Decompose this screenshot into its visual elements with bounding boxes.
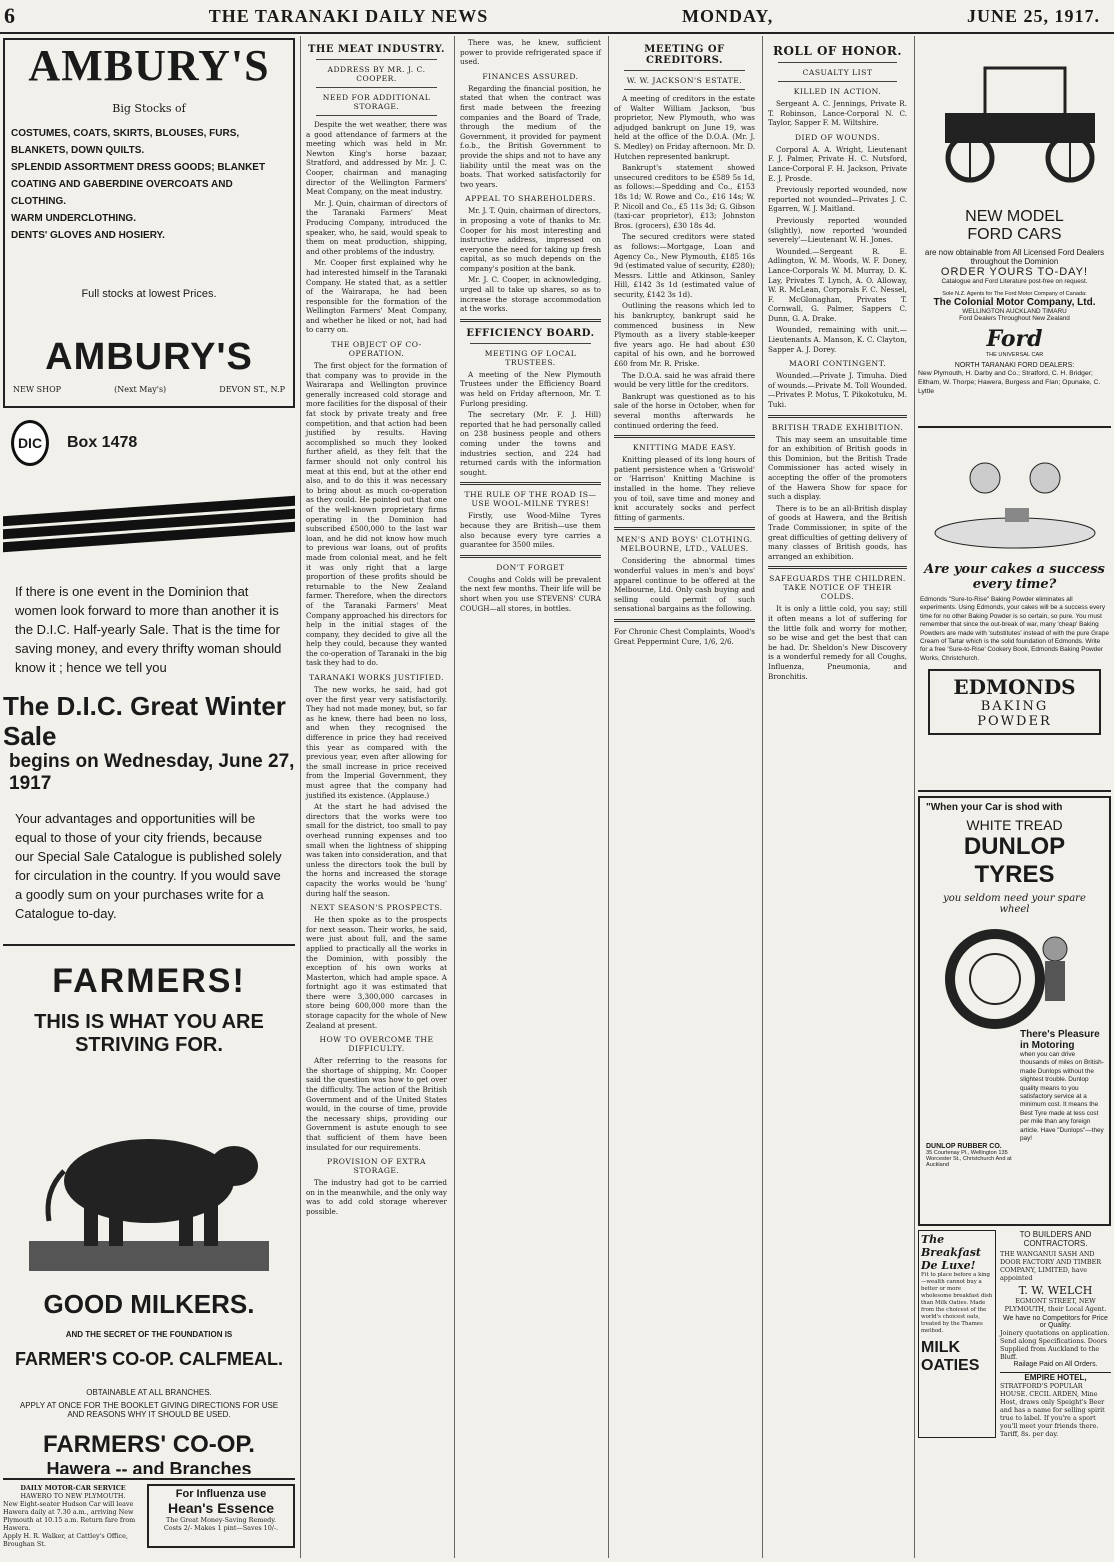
empire-title: EMPIRE HOTEL, (1000, 1372, 1111, 1382)
article-paragraph: The secretary (Mr. F. J. Hill) reported that he had personally called on 238 business people and others coming under the towns and industries section, and 224 had returned cards with the information sought. (460, 410, 601, 477)
dunlop-address: 35 Courtenay Pl., Wellington 135 Worcester St., Christchurch And at Auckland (926, 1150, 1012, 1169)
bottom-right-ads (918, 1230, 1111, 1438)
influenza-title: For Influenza use (175, 1488, 267, 1500)
article-paragraph: At the start he had advised the directors that the works were too small for the district, too small to pay overhead running expenses and too small when the lightness of shipping was taken into consideration, and that unless the directors took the bull by the horns and increased the storage capacity the works would be 'hung' during half the season. (306, 802, 447, 898)
ambury-street: DEVON ST., N.P (219, 385, 285, 394)
ambury-stocks: Big Stocks of (112, 102, 186, 115)
farmers-sub2: STRIVING FOR. (75, 1034, 223, 1056)
roll-paragraph: Sergeant A. C. Jennings, Private R. T. Robinson, Lance-Corporal N. C. Taylor, Sapper F. M. Wiltshire. (768, 99, 907, 128)
meat-need: NEED FOR ADDITIONAL STORAGE. (322, 93, 431, 111)
edmonds-text: Edmonds "Sure-to-Rise" Baking Powder eliminates all experiments. Using Edmonds, your cakes will be a success every time for no other Baking Powder is so certain, so pure. You must remember that since the out-break of war, many 'cheap' Baking Powders are made with 'substitutes' instead of with the pure Grape Cream of Tartar which is the solid foundation of Edmonds. Write for a free 'Sure-to-Rise' Cookery Book, Edmonds Baking Powder Works, Christchurch. (920, 596, 1109, 662)
ambury-ad (3, 38, 295, 408)
farmers-milkers: GOOD MILKERS. (43, 1289, 255, 1319)
article-paragraph: The industry had got to be carried on in the meanwhile, and the only way was to add cold storage wherever possible. (306, 1178, 447, 1216)
influenza-brand: Hean's Essence (167, 1500, 275, 1516)
article-paragraph: He then spoke as to the prospects for next season. Their works, he said, were just about full, and the same applied to practically all the works in the Dominion, with possibly the exception of his own works at Masterton, which had ample space. A fortnight ago it was estimated that there were 3,300,000 carcases in store being 600,000 more than the storage capacity for the whole of New Zealand at present. (306, 915, 447, 1030)
dunlop-ad (918, 796, 1111, 1226)
builders-agent: T. W. WELCH (1018, 1284, 1093, 1297)
article-paragraph: Mr. J. Quin, chairman of directors of the Taranaki Farmers' Meat Producing Company, introduced the speaker, who, he said, would speak to them on meat production, shipping, and other problems of the industry. (306, 198, 447, 256)
meat-subhead-justified: TARANAKI WORKS JUSTIFIED. (309, 673, 444, 683)
dunlop-brand: DUNLOP (963, 833, 1066, 860)
influenza-sub: The Great Money-Saving Remedy. (165, 1516, 276, 1524)
roll-paragraph: Wounded.—Sergeant R. E. Adlington, W. M. Woods, W. F. Doney, Lance-Corporals W. M. Murray, D. K. Lay, Privates T. Lynch, A. O. Alloway, W. R. McLean, Corporals F. C. Nessel, F. McGlonaghan, Privates T. Cornwall, G. Palmer, Sappers C. Dunn, G. A. Drake. (768, 246, 907, 323)
article-paragraph: The first object for the formation of that company was to provide in the Wairarapa and Wellington province generally increased cold storage and more facilities for the disposal of their fat stock by private treaty and free competition, and that action had been justified by results. Having accomplished so much they looked further afield, as they felt that the farmer should not only control his meat at this end, but at the other end also, and to do this it was necessary to bring about as much co-operation as they could. He pointed out that one of the well-known proprietary firms operating in the Dominion had subscribed £500,000 to the last war loan, and he did not know how much to previous war loans, out of profits made from colonial meat, and he felt it was only right that a large proportion of these profits should be returnable to the New Zealand farmer. Therefore, when the directors of the Taranaki Farmers' Meat Company approached his directors for help in the initial stages of the company, they decided to give all the help they could, because they wanted the co-operation of Taranaki in the big task they had to do. (306, 361, 447, 668)
article-paragraph: Bankrupt was questioned as to his sale of the horse in October, when for several months afterwards he continued ordering the feed. (614, 391, 755, 430)
roll-paragraph: This may seem an unsuitable time for an exhibition of British goods in this Dominion, but the British Trade Commissioner has acted wisely in accepting the offer of the promoters of the Hawera Show for space for such a display. (768, 434, 907, 502)
milk-brand: MILK OATIES (921, 1339, 980, 1374)
roll-paragraph: There is to be an all-British display of goods at Hawera, and the British Trade Commissioner, in spite of the great difficulties of getting delivery of many classes of British goods, has arranged an exhibition. (768, 503, 907, 561)
article-paragraph: Mr. J. C. Cooper, in acknowledging, urged all to take up shares, so as to increase the storage accommodation at the works. (460, 275, 601, 314)
divider (768, 415, 907, 418)
dont-forget-head: DON'T FORGET (496, 562, 565, 572)
roll-title: ROLL OF HONOR. (773, 44, 902, 58)
subhead-finances: FINANCES ASSURED. (482, 71, 579, 81)
maori-head: MAORI CONTINGENT. (788, 359, 887, 369)
meat-title: THE MEAT INDUSTRY. (307, 44, 446, 55)
ford-cities: WELLINGTON AUCKLAND TIMARU (962, 308, 1067, 315)
ambury-item: DENTS' GLOVES AND HOSIERY. (11, 230, 165, 241)
motor-service-ad (3, 1484, 143, 1548)
divider (768, 566, 907, 569)
article-paragraph: A meeting of the New Plymouth Trustees under the Efficiency Board was held on Friday afternoon, Mr. T. Furlong presiding. (460, 369, 601, 408)
ambury-item: WARM UNDERCLOTHING. (11, 213, 136, 224)
meat-subhead-prospects: NEXT SEASON'S PROSPECTS. (310, 903, 443, 913)
meat-subhead-overcome: HOW TO OVERCOME THE DIFFICULTY. (319, 1035, 434, 1054)
farmers-calfmeal: FARMER'S CO-OP. CALFMEAL. (15, 1349, 283, 1369)
dic-event-text: If there is one event in the Dominion that women look forward to more than another it is the D.I.C. Half-yearly Sale. That is the time for saving money, and every thrifty woman should know it ; hence we tell you (15, 584, 282, 675)
masthead-day: MONDAY, (682, 5, 774, 26)
ford-catalogue: Catalogue and Ford Literature post-free on request. (941, 278, 1088, 285)
dunlop-company: DUNLOP RUBBER CO. (926, 1143, 1002, 1151)
ambury-shop: NEW SHOP (13, 385, 62, 394)
creditors-title: MEETING OF CREDITORS. (644, 44, 725, 66)
ford-dealers: Ford Dealers Throughout New Zealand (959, 315, 1070, 322)
dic-sale-date: begins on Wednesday, June 27, 1917 (9, 751, 295, 794)
ford-agents: Sole N.Z. Agents for The Ford Motor Company of Canada: (942, 291, 1087, 297)
divider (460, 319, 601, 322)
divider (778, 62, 897, 63)
page-number: 6 (4, 3, 15, 28)
farmers-apply: APPLY AT ONCE FOR THE BOOKLET GIVING DIRECTIONS FOR USE AND REASONS WHY IT SHOULD BE USED. (19, 1401, 279, 1419)
column-creditors (608, 36, 760, 1558)
article-paragraph: Regarding the financial position, he stated that when the contract was first made between the freezing companies and the Board of Trade, through the medium of the Government, it provided for payment f.o.b., the British Government to provide the ships and not to have any liability until the meat was on the boats. That worked satisfactorily for two years. (460, 83, 601, 189)
dunlop-text: when you can drive thousands of miles on British-made Dunlops without the slightest trouble. Dunlop quality means to you satisfactory service at a minimum cost. It means the Best Tyre made at less cost per mile than any foreign article. Have "Dunlops"—they pay! (1020, 1051, 1104, 1143)
roll-paragraph: Wounded.—Private J. Timuha. Died of wounds.—Private M. Toll Wounded.—Privates P. Motus, T. Pikokotuku, M. Tuki. (768, 371, 907, 410)
ford-order: ORDER YOURS TO-DAY! (940, 266, 1089, 278)
divider (778, 81, 897, 82)
column-ads-left (0, 36, 298, 1558)
roll-paragraph: It is only a little cold, you say; still it often means a lot of suffering for the little folk and worry for mother, so be wise and get the best that can be had. Dr. Sheldon's New Discovery is a wonderful remedy for all Coughs, Influenza, Pneumonia, and Bronchitis. (768, 604, 907, 681)
influenza-ad (147, 1484, 295, 1548)
divider (460, 482, 601, 485)
dunlop-tyres: TYRES (974, 861, 1055, 888)
bottom-small-ads (3, 1478, 295, 1548)
edmonds-ad (918, 432, 1111, 792)
ford-company: The Colonial Motor Company, Ltd. (933, 297, 1096, 308)
ambury-address (5, 385, 293, 394)
masthead-date: JUNE 25, 1917. (966, 5, 1100, 26)
ford-logo: Ford (986, 326, 1043, 352)
ambury-full-stocks: Full stocks at lowest Prices. (81, 288, 217, 300)
died-head: DIED OF WOUNDS. (794, 132, 881, 142)
ford-text: are now obtainable from All Licensed Ford Dealers throughout the Dominion (924, 248, 1105, 266)
mens-head: MEN'S AND BOYS' CLOTHING. MELBOURNE, LTD., VALUES. (616, 535, 753, 554)
dic-box-number: Box 1478 (67, 434, 138, 451)
milk-text: Fit to place before a king—wealth cannot buy a better or more wholesome breakfast dish than Milk Oaties. Made from the choicest of the world's choicest oats, treated by the Thames method. (921, 1272, 993, 1334)
ford-title1: NEW MODEL (965, 208, 1064, 225)
masthead (0, 0, 1114, 34)
builders-competitors: We have no Competitors for Price or Quality. (1003, 1315, 1108, 1329)
article-paragraph: The secured creditors were stated as follows:—Mortgage, Loan and Agency Co., New Plymouth, £185 16s 9d (estimated value of security, £280); Messrs. Little and Atkinson, Sanley Hill, £142 3s 1d (estimated value of security, £142 3s 1d). (614, 232, 755, 299)
farmers-obtain: OBTAINABLE AT ALL BRANCHES. (86, 1388, 212, 1397)
exhibition-head: BRITISH TRADE EXHIBITION. (771, 422, 904, 432)
meat-subhead-object: THE OBJECT OF CO-OPERATION. (331, 340, 422, 359)
roll-paragraph: Corporal A. A. Wright, Lieutenant F. J. Palmer, Private H. C. Nutsford, Lance-Corporal F. H. Jackson, Private E. J. Prosde. (768, 144, 907, 183)
motor-title: DAILY MOTOR-CAR SERVICE (20, 1484, 126, 1492)
divider (316, 115, 437, 116)
dic-sale-title: The D.I.C. Great Winter Sale (3, 691, 286, 751)
article-paragraph: Mr. J. T. Quin, chairman of directors, in proposing a vote of thanks to Mr. Cooper for his most interesting and instructive address, impressed on everyone the need for taking up fresh capital, as so much depends on the company's position at the bank. (460, 206, 601, 273)
column-ads-right (914, 36, 1114, 1558)
farmers-sub1: THIS IS WHAT YOU ARE (34, 1011, 264, 1033)
dunlop-tyre-illustration (925, 919, 1105, 1029)
divider (316, 59, 437, 60)
edmonds-product1: BAKING (980, 699, 1049, 715)
article-paragraph: Despite the wet weather, there was a good attendance of farmers at the meeting which was held in Mr. Newton King's horse bazaar, Stratford, and addressed by Mr. J. C. Cooper, chairman and managing director of the Wellington Farmers' Meat Company, on the meat industry. (306, 120, 447, 197)
dic-body: Your advantages and opportunities will be equal to those of your city friends, because our Special Sale Catalogue is published solely for circulation in the country. If you would save a goodly sum on your purchases write for a Catalogue to-day. (15, 811, 282, 921)
builders-address: EGMONT STREET, NEW PLYMOUTH, their Local Agent. (1004, 1297, 1107, 1313)
chronic-notice: For Chronic Chest Complaints, Wood's Great Peppermint Cure, 1/6, 2/6. (614, 626, 755, 646)
dunlop-slogan: you seldom need your spare wheel (943, 893, 1086, 915)
ambury-items (5, 125, 293, 244)
ambury-next: (Next May's) (114, 385, 167, 394)
motor-route: HAWERO TO NEW PLYMOUTH. (20, 1492, 126, 1500)
builders-joinery: Joinery quotations on application. Send along Specifications. Doors Supplied from Auckland to the Bluff. (1000, 1329, 1110, 1361)
edmonds-product2: POWDER (977, 714, 1052, 730)
ambury-item: SPLENDID ASSORTMENT DRESS GOODS; BLANKET COATING AND GABERDINE OVERCOATS AND CLOTHING. (11, 162, 266, 207)
column-meat-continued (454, 36, 606, 1558)
ford-title2: FORD CARS (967, 226, 1062, 243)
safeguards-head: SAFEGUARDS THE CHILDREN. TAKE NOTICE OF THEIR COLDS. (769, 574, 906, 602)
article-paragraph: Coughs and Colds will be prevalent the next few months. Their life will be short when you use STEVENS' CURA COUGH—all stores, in bottles. (460, 574, 601, 613)
ford-north: NORTH TARANAKI FORD DEALERS: (954, 362, 1075, 369)
builders-text: THE WANGANUI SASH AND DOOR FACTORY AND TIMBER COMPANY, LIMITED, have appointed (1000, 1250, 1102, 1282)
edmonds-brand: EDMONDS (953, 675, 1076, 700)
farmers-coop: FARMERS' CO-OP. (43, 1431, 255, 1458)
subhead-appeal: APPEAL TO SHAREHOLDERS. (465, 194, 596, 204)
builders-railage: Railage Paid on All Orders. (1013, 1361, 1098, 1368)
article-paragraph: Firstly, use Wood-Milne Tyres because they are British—use them also because every tyre carries a guarantee for 3500 miles. (460, 511, 601, 550)
article-paragraph: Considering the abnormal times wonderful values in men's and boys' apparel continue to be offered at the Melbourne, Ltd. Only cash buying and selling could permit of such sensational bargains as the following. (614, 556, 755, 614)
farmers-branches: Hawera -- and Branches (46, 1459, 252, 1474)
influenza-price: Costs 2/- Makes 1 pint—Saves 10/-. (163, 1524, 279, 1532)
dic-logo: DIC (11, 420, 49, 466)
divider (624, 70, 745, 71)
divider (460, 555, 601, 558)
roll-paragraph: Previously reported wounded (slightly), now reported 'wounded severely'—Lieutenant W. H. Jones. (768, 215, 907, 245)
article-paragraph: A meeting of creditors in the estate of Walter William Jackson, 'bus proprietor, New Plymouth, who was adjudged bankrupt on June 19, was held at the office of the D.O.A. (Mr. J. S. Medley) on Friday afternoon. Mr. D. Hutchen represented bankrupt. (614, 94, 755, 161)
dunlop-pleasure: There's Pleasure in Motoring (1020, 1029, 1100, 1051)
milk-headline: The Breakfast De Luxe! (921, 1233, 981, 1272)
ambury-item: BLANKETS, DOWN QUILTS. (11, 145, 145, 156)
ford-car-illustration (925, 48, 1105, 198)
article-paragraph: There was, he knew, sufficient power to provide refrigerated space if used. (460, 38, 601, 67)
builders-ad (1000, 1230, 1111, 1438)
empire-text: STRATFORD'S POPULAR HOUSE. CECIL ARDEN, Mine Host, draws only Speight's Beer and has a name for selling spirit true to label. If you're a sport you'll meet your friends there. Tariff, 8s. per day. (1000, 1382, 1105, 1438)
knitting-head: KNITTING MADE EASY. (632, 443, 737, 453)
edmonds-headline: Are your cakes a success every time? (924, 562, 1105, 592)
roll-paragraph: Wounded, remaining with unit.—Lieutenants A. Manson, K. C. Clayton, Sapper A. J. Dorey. (768, 325, 907, 354)
dunlop-white: WHITE TREAD (966, 817, 1063, 833)
newspaper-title: THE TARANAKI DAILY NEWS (208, 5, 489, 26)
article-paragraph: Knitting pleased of its long hours of patient persistence when a 'Griswold' or 'Harrison' Knitting Machine is installed in the home. They relieve you of toil, save time and money and knit accurately socks and perfect fitting of garments. (614, 455, 755, 522)
divider (614, 435, 755, 438)
meat-subhead-provision: PROVISION OF EXTRA STORAGE. (326, 1157, 426, 1176)
efficiency-title: EFFICIENCY BOARD. (466, 327, 595, 339)
casualty-list: CASUALTY LIST (802, 68, 873, 77)
column-meat-industry (300, 36, 452, 1558)
cake-table-illustration (925, 438, 1105, 558)
ford-ad (918, 38, 1111, 428)
milk-oaties-ad (918, 1230, 996, 1438)
article-paragraph: Bankrupt's statement showed unsecured creditors to be £589 5s 1d, as follows:—Spedding and Co., £153 18s 1d; W. Rowe and Co., £16 14s; W. P. Nicoll and Co., £5 11s 3d; G. Gibson (taxi-car proprietor), £13; Johnston Bros. (grocers), £30 18s 4d. (614, 163, 755, 230)
ambury-name-footer: AMBURY'S (45, 336, 253, 378)
dic-ad (3, 412, 295, 940)
article-paragraph: Mr. Cooper first explained why he had interested himself in the Taranaki Company. He stated that, as a settler of the Wairarapa, he had been responsible for the formation of the Wellington Farmers' Meat Company, and whether he liked or not, had had to carry on. (306, 258, 447, 335)
ambury-item: COSTUMES, COATS, SKIRTS, BLOUSES, FURS, (11, 128, 240, 139)
divider (316, 87, 437, 88)
divider (614, 619, 755, 622)
divider (470, 343, 591, 344)
farmers-secret: AND THE SECRET OF THE FOUNDATION IS (65, 1330, 233, 1339)
efficiency-sub: MEETING OF LOCAL TRUSTEES. (484, 348, 577, 367)
article-paragraph: Outlining the reasons which led to his bankruptcy, bankrupt said he commenced business in New Plymouth as a livery stable-keeper five years ago. He had about £30 capital of his own, and he borrowed £60 from Mr. R. Priske. (614, 301, 755, 369)
ford-dealer-list: New Plymouth, H. Darby and Co.; Stratford, C. H. Bridger; Eltham, W. Thorpe; Hawera, Burgess and Flan; Opunake, C. Lyttle (918, 370, 1101, 395)
farmers-ad (3, 944, 295, 1474)
ford-logo-sub: THE UNIVERSAL CAR (985, 352, 1044, 358)
wood-milne-head: THE RULE OF THE ROAD IS—USE WOOL-MILNE TYRES! (464, 490, 597, 509)
bull-illustration (19, 1071, 279, 1281)
divider (624, 89, 745, 90)
creditors-estate: W. W. JACKSON'S ESTATE. (626, 76, 743, 85)
motor-text: New Eight-seater Hudson Car will leave Hawera daily at 7.30 a.m., arriving New Plymouth at 10.15 a.m. Return fare from Hawera. (3, 1500, 136, 1532)
article-paragraph: After referring to the reasons for the shortage of shipping, Mr. Cooper said the question was how to get over the difficulty. The action of the British Government and of the United States would, in the course of time, provide the necessary ships, providing our Government is astute enough to see that sufficient of them have been insulated for our requirements. (306, 1056, 447, 1152)
roll-paragraph: Previously reported wounded, now reported not wounded—Privates J. C. Egarren, W. J. Maitland. (768, 185, 907, 214)
builders-title: TO BUILDERS AND CONTRACTORS. (1019, 1230, 1092, 1248)
article-paragraph: The new works, he said, had got over the first year very satisfactorily. They had not made money, but, so far as he knew, there had been no loss, and when they recognised the difference in price they had received this year as compared with the previous year, even after allowing for the small increase in price received from the Imperial Government, they must agree that the company had justified its existence. (Applause.) (306, 685, 447, 800)
meat-byline: ADDRESS BY MR. J. C. COOPER. (327, 65, 426, 83)
divider (614, 527, 755, 530)
article-paragraph: The D.O.A. said he was afraid there would be very little for the creditors. (614, 370, 755, 390)
farmers-headline: FARMERS! (52, 962, 246, 1000)
ambury-headline: AMBURY'S (28, 41, 270, 90)
killed-head: KILLED IN ACTION. (793, 87, 882, 96)
column-roll-of-honor (762, 36, 912, 1558)
dunlop-quote: "When your Car is shod with (926, 802, 1063, 813)
motor-agent: Apply H. R. Walker, at Cattley's Office, Broughan St. (3, 1532, 128, 1548)
